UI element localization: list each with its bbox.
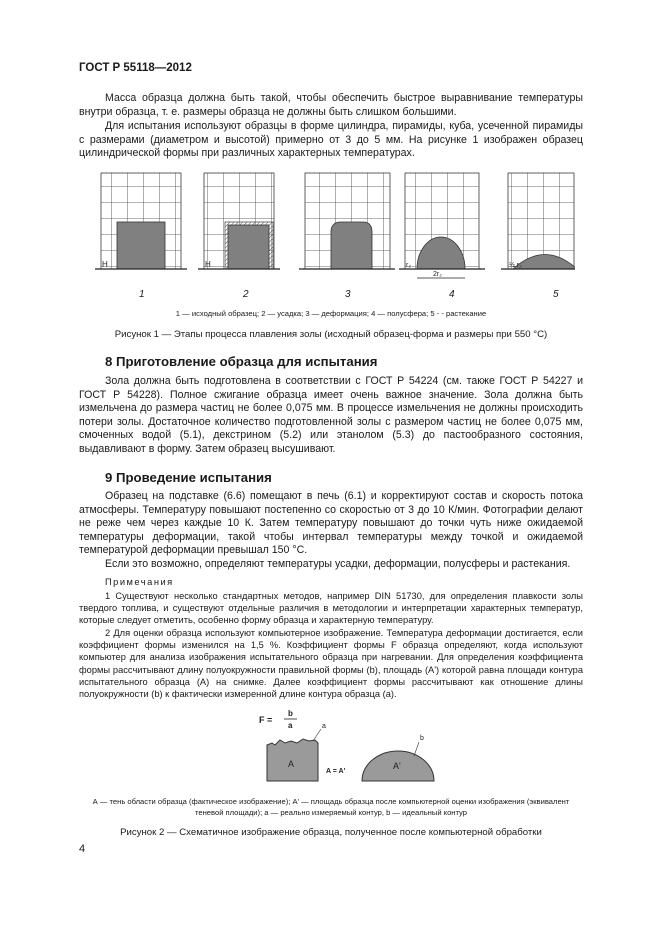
stage-number-2: 2	[243, 289, 249, 300]
intro-paragraph-1: Масса образца должна быть такой, чтобы обеспечить быстрое выравнивание температуры внутри образца, т. е. размеры образца не должны быть слишком большими.	[79, 92, 583, 118]
contour-b-label: b	[420, 735, 424, 742]
note-2: 2 Для оценки образца используют компьютерное изображение. Температура деформации достигается, если коэффициент формы изменился на 1,5 %. Коэффициент формы F образца определяют, когда используют компьютер для анализа изображения испытательного образца при нагревании. Для определения коэффициента формы рассчитывают длину полуокружности правильной формы (b), площадь (A') которой равна площади контура испытательного образца (А) на снимке. Далее коэффициент формы рассчитывают как отношение длины полуокружности (b) к фактически измеренной длине контура образца (a).	[79, 628, 583, 700]
stage-4-panel	[399, 173, 485, 278]
figure-1-legend: 1 — исходный образец; 2 — усадка; 3 — деформация; 4 — полусфера; 5 - - растекание	[175, 309, 487, 318]
shrinkage-sample-shape	[228, 225, 269, 269]
notes-heading: Примечания	[105, 577, 174, 587]
stage-number-5: 5	[553, 289, 559, 300]
figure-1-caption: Рисунок 1 — Этапы процесса плавления золы (исходный образец-форма и размеры при 550 °С)	[114, 329, 548, 340]
figure-2-caption: Рисунок 2 — Схематичное изображение образца, полученное после компьютерной обработки	[120, 827, 542, 838]
original-sample-shape	[117, 222, 165, 269]
standard-header: ГОСТ Р 55118—2012	[79, 62, 192, 74]
formula-numerator: b	[288, 709, 293, 718]
page-number: 4	[79, 843, 86, 855]
figure-1-melting-stages	[95, 170, 575, 285]
stage-3-panel	[299, 173, 395, 269]
area-equality-label: A = A'	[326, 768, 346, 775]
section-8-text: Зола должна быть подготовлена в соответствии с ГОСТ Р 54224 (см. также ГОСТ Р 54227 и ГОСТ Р 54228). Полное сжигание образца имеет очень важное значение. Зола должна быть измельчена до размера частиц не более 0,075 мм. В процессе измельчения не должны происходить потери золы. Достаточное количество подготовленной золы с размером частиц не более 0,075 мм, смоченных водой (5.1), декстрином (5.2) или этанолом (5.3) до пастообразного состояния, выдавливают в форму. Затем образец высушивают.	[79, 375, 583, 455]
stage-number-4: 4	[449, 289, 455, 300]
note-1: 1 Существуют несколько стандартных методов, например DIN 51730, для определения плавкости золы твердого топлива, и существуют отдельные различия в методологии и интерпретации характерных температур, которые следует отметить, особенно форму образца и характерную температуру.	[79, 591, 583, 626]
stage-1-panel	[95, 173, 187, 269]
section-8-title: 8 Приготовление образца для испытания	[105, 354, 378, 369]
figure-2-schematic	[255, 703, 455, 788]
formula-lhs: F =	[259, 715, 273, 725]
section-9-title: 9 Проведение испытания	[105, 470, 272, 485]
section-9-paragraph-1: Образец на подставке (6.6) помещают в печь (6.1) и корректируют состав и скорость потока атмосферы. Температуру повышают постепенно со скоростью от 3 до 10 К/мин. Фотографии делают не реже чем через каждые 10 К. Затем температуру повышают до точки чуть ниже ожидаемой температуры деформации, такой чтобы интервал температуры между точкой и ожидаемой температурой деформации превышал 150 °С.	[79, 490, 583, 557]
contour-a-label: a	[322, 723, 326, 730]
area-aprime-label: A'	[393, 761, 401, 771]
area-a-label: A	[288, 759, 295, 769]
svg-text:H: H	[205, 260, 211, 269]
figure-2-legend: А — тень области образца (фактическое изображение); А' — площадь образца после компьютерной оценки изображения (эквивалент теневой площади); a — реально измеряемый контур, b — идеальный контур	[92, 797, 570, 817]
formula-denominator: a	[288, 721, 293, 730]
section-9-paragraph-2: Если это возможно, определяют температуры усадки, деформации, полусферы и растекания.	[105, 558, 571, 570]
two-r2-label: 2r₂	[433, 271, 442, 278]
stage-5-panel	[501, 173, 575, 269]
stage-number-3: 3	[345, 289, 351, 300]
stage-number-1: 1	[139, 289, 145, 300]
half-r2-label: ½ r₂	[509, 262, 522, 269]
stage-2-panel	[198, 173, 280, 269]
intro-paragraph-2: Для испытания используют образцы в форме цилиндра, пирамиды, куба, усеченной пирамиды с размерами (диаметром и высотой) примерно от 3 до 5 мм. На рисунке 1 изображен образец цилиндрической формы при различных характерных температурах.	[79, 120, 583, 160]
r2-label: r₂	[406, 262, 412, 269]
deformation-sample-shape	[331, 222, 372, 269]
height-label: H	[102, 260, 108, 269]
